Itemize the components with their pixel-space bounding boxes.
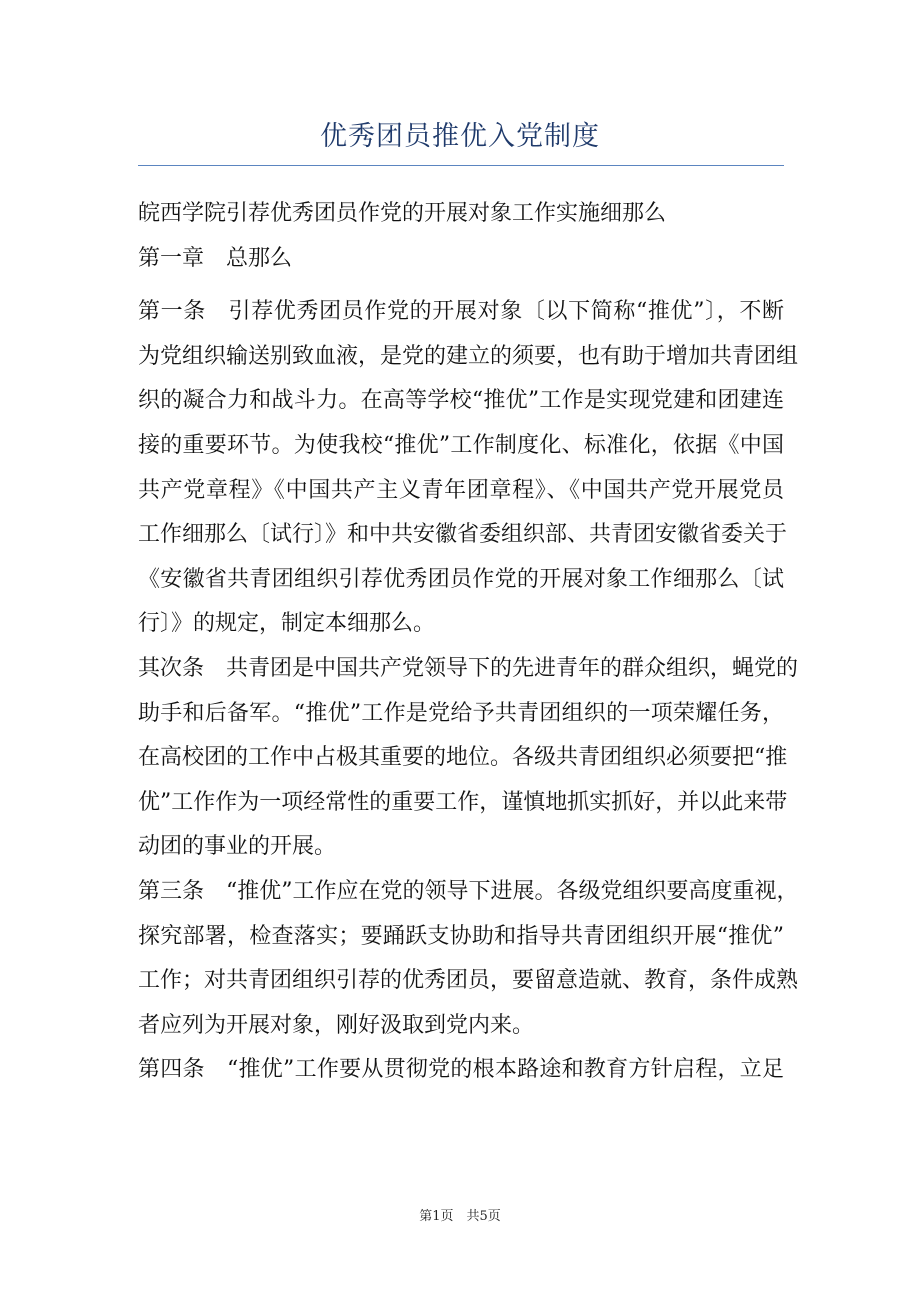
text-line: 《安徽省共青团组织引荐优秀团员作党的开展对象工作细那么〔试 <box>138 566 784 592</box>
text-line: 行〕》的规定，制定本细那么。 <box>138 611 436 637</box>
text-line: 第四条 “推优”工作要从贯彻党的根本路途和教育方针启程，立足 <box>138 1057 784 1083</box>
text-line: 为党组织输送别致血液，是党的建立的须要，也有助于增加共青团组 <box>138 343 799 369</box>
title-divider <box>138 165 784 166</box>
document-title: 优秀团员推优入党制度 <box>320 121 600 152</box>
text-line: 皖西学院引荐优秀团员作党的开展对象工作实施细那么 <box>138 201 667 226</box>
text-line: 助手和后备军。“推优”工作是党给予共青团组织的一项荣耀任务， <box>138 700 784 726</box>
text-line: 动团的事业的开展。 <box>138 834 337 860</box>
text-line: 优”工作作为一项经常性的重要工作，谨慎地抓实抓好，并以此来带 <box>138 789 788 815</box>
text-line: 工作；对共青团组织引荐的优秀团员，要留意造就、教育，条件成熟 <box>138 968 799 994</box>
text-line: 在高校团的工作中占极其重要的地位。各级共青团组织必须要把“推 <box>138 745 788 771</box>
text-line: 织的凝合力和战斗力。在高等学校“推优”工作是实现党建和团建连 <box>138 388 784 414</box>
text-line: 工作细那么〔试行〕》和中共安徽省委组织部、共青团安徽省委关于 <box>138 522 788 548</box>
text-line: 第三条 “推优”工作应在党的领导下进展。各级党组织要高度重视， <box>138 878 799 904</box>
document-body <box>138 192 799 1093</box>
page-footer: 第1页 共5页 <box>419 1209 501 1224</box>
text-line: 共产党章程》《中国共产主义青年团章程》、《中国共产党开展党员 <box>138 477 784 503</box>
text-line: 探究部署，检查落实；要踊跃支协助和指导共青团组织开展“推优” <box>138 923 784 949</box>
text-line: 接的重要环节。为使我校“推优”工作制度化、标准化，依据《中国 <box>138 432 784 458</box>
text-line: 第一章 总那么 <box>138 245 293 271</box>
text-line: 其次条 共青团是中国共产党领导下的先进青年的群众组织，蝇党的 <box>138 655 799 681</box>
text-line: 者应列为开展对象，刚好汲取到党内来。 <box>138 1012 535 1038</box>
text-line: 第一条 引荐优秀团员作党的开展对象〔以下简称“推优”〕，不断 <box>138 299 784 325</box>
